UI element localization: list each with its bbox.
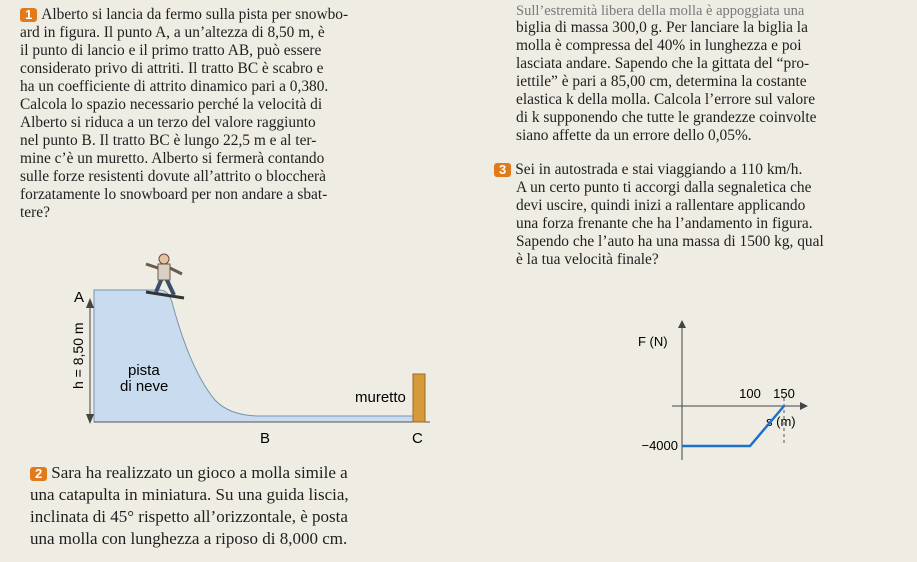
pista-label-line2: di neve [120,378,169,395]
problem-1-line: ard in figura. Il punto A, a un’altezza di 8,50 m, è [20,24,325,41]
continuation-line: siano affette da un errore dello 0,05%. [516,127,752,144]
problem-1-line: sulle forze resistenti dovute all’attrito o bloccherà [20,168,326,185]
continuation-line-faded: Sull’estremità libera della molla è appoggiata una [516,3,805,19]
problem-1-line: il punto di lancio e il primo tratto AB, può essere [20,42,322,59]
problem-2-line: 2 Sara ha realizzato un gioco a molla simile a [30,462,460,484]
arrow-head-top [86,298,94,308]
problem-3-line: Sapendo che l’auto ha una massa di 1500 kg, qual [516,233,824,250]
wall-label: muretto [355,389,406,406]
arrow-head-bottom [86,414,94,424]
problem-2 [30,462,460,550]
continuation-line: elastica k della molla. Calcola l’errore sul valore [516,91,816,108]
problem-number-badge: 2 [30,467,47,481]
problem-3-line: è la tua velocità finale? [516,251,659,268]
problem-1-line: ha un coefficiente di attrito dinamico pari a 0,380. [20,78,329,95]
continuation-line: lasciata andare. Sapendo che la gittata del “pro- [516,55,810,72]
problem-2-line: inclinata di 45° rispetto all’orizzontale, è posta [30,507,348,526]
y-axis-label: F (N) [638,334,668,349]
problem-1-line: Calcola lo spazio necessario perché la velocità di [20,96,323,113]
problem-1-line: forzatamente lo snowboard per non andare a sbat- [20,186,328,203]
snowboard-track-figure [50,250,470,455]
continuation-line: biglia di massa 300,0 g. Per lanciare la biglia la [516,19,808,36]
label-C: C [412,430,423,447]
problem-3-line: 3 Sei in autostrada e stai viaggiando a 110 km/h. [494,161,912,179]
height-label: h = 8,50 m [70,322,86,389]
pista-label-line1: pista [128,362,160,379]
problem-1-line: mine c’è un muretto. Alberto si fermerà contando [20,150,325,167]
x-tick-label-1: 150 [773,386,795,401]
continuation-line: molla è compressa del 40% in lunghezza e poi [516,37,802,54]
problem-1-line: considerato privo di attriti. Il tratto BC è scabro e [20,60,324,77]
problem-1-line: nel punto B. Il tratto BC è lungo 22,5 m e al ter- [20,132,317,149]
problem-1-line: 1 Alberto si lancia da fermo sulla pista per snowbo- [20,6,475,24]
y-tick-label-0: −4000 [641,438,678,453]
y-axis-arrow-icon [678,320,686,328]
problem-1-line: Alberto si riduca a un terzo del valore raggiunto [20,114,316,131]
x-tick-label-0: 100 [739,386,761,401]
x-axis-arrow-icon [800,402,808,410]
problem-number-badge: 3 [494,163,511,177]
problem-1 [20,6,475,222]
problem-3-line: A un certo punto ti accorgi dalla segnaletica che [516,179,812,196]
problem-2-line: una molla con lunghezza a riposo di 8,000 cm. [30,529,348,548]
right-column [499,3,912,269]
problem-3-line: devi uscire, quindi inizi a rallentare applicando [516,197,806,214]
label-A: A [74,289,85,306]
force-graph [610,318,810,468]
problem-2-line: una catapulta in miniatura. Su una guida liscia, [30,485,349,504]
continuation-line: di k supponendo che tutte le grandezze coinvolte [516,109,817,126]
label-B: B [260,430,271,447]
problem-3-line: una forza frenante che ha l’andamento in figura. [516,215,813,232]
problem-number-badge: 1 [20,8,37,22]
wall [413,374,425,422]
problem-1-line: tere? [20,204,50,221]
x-axis-label: s (m) [766,414,796,429]
continuation-line: iettile” è pari a 85,00 cm, determina la costante [516,73,807,90]
